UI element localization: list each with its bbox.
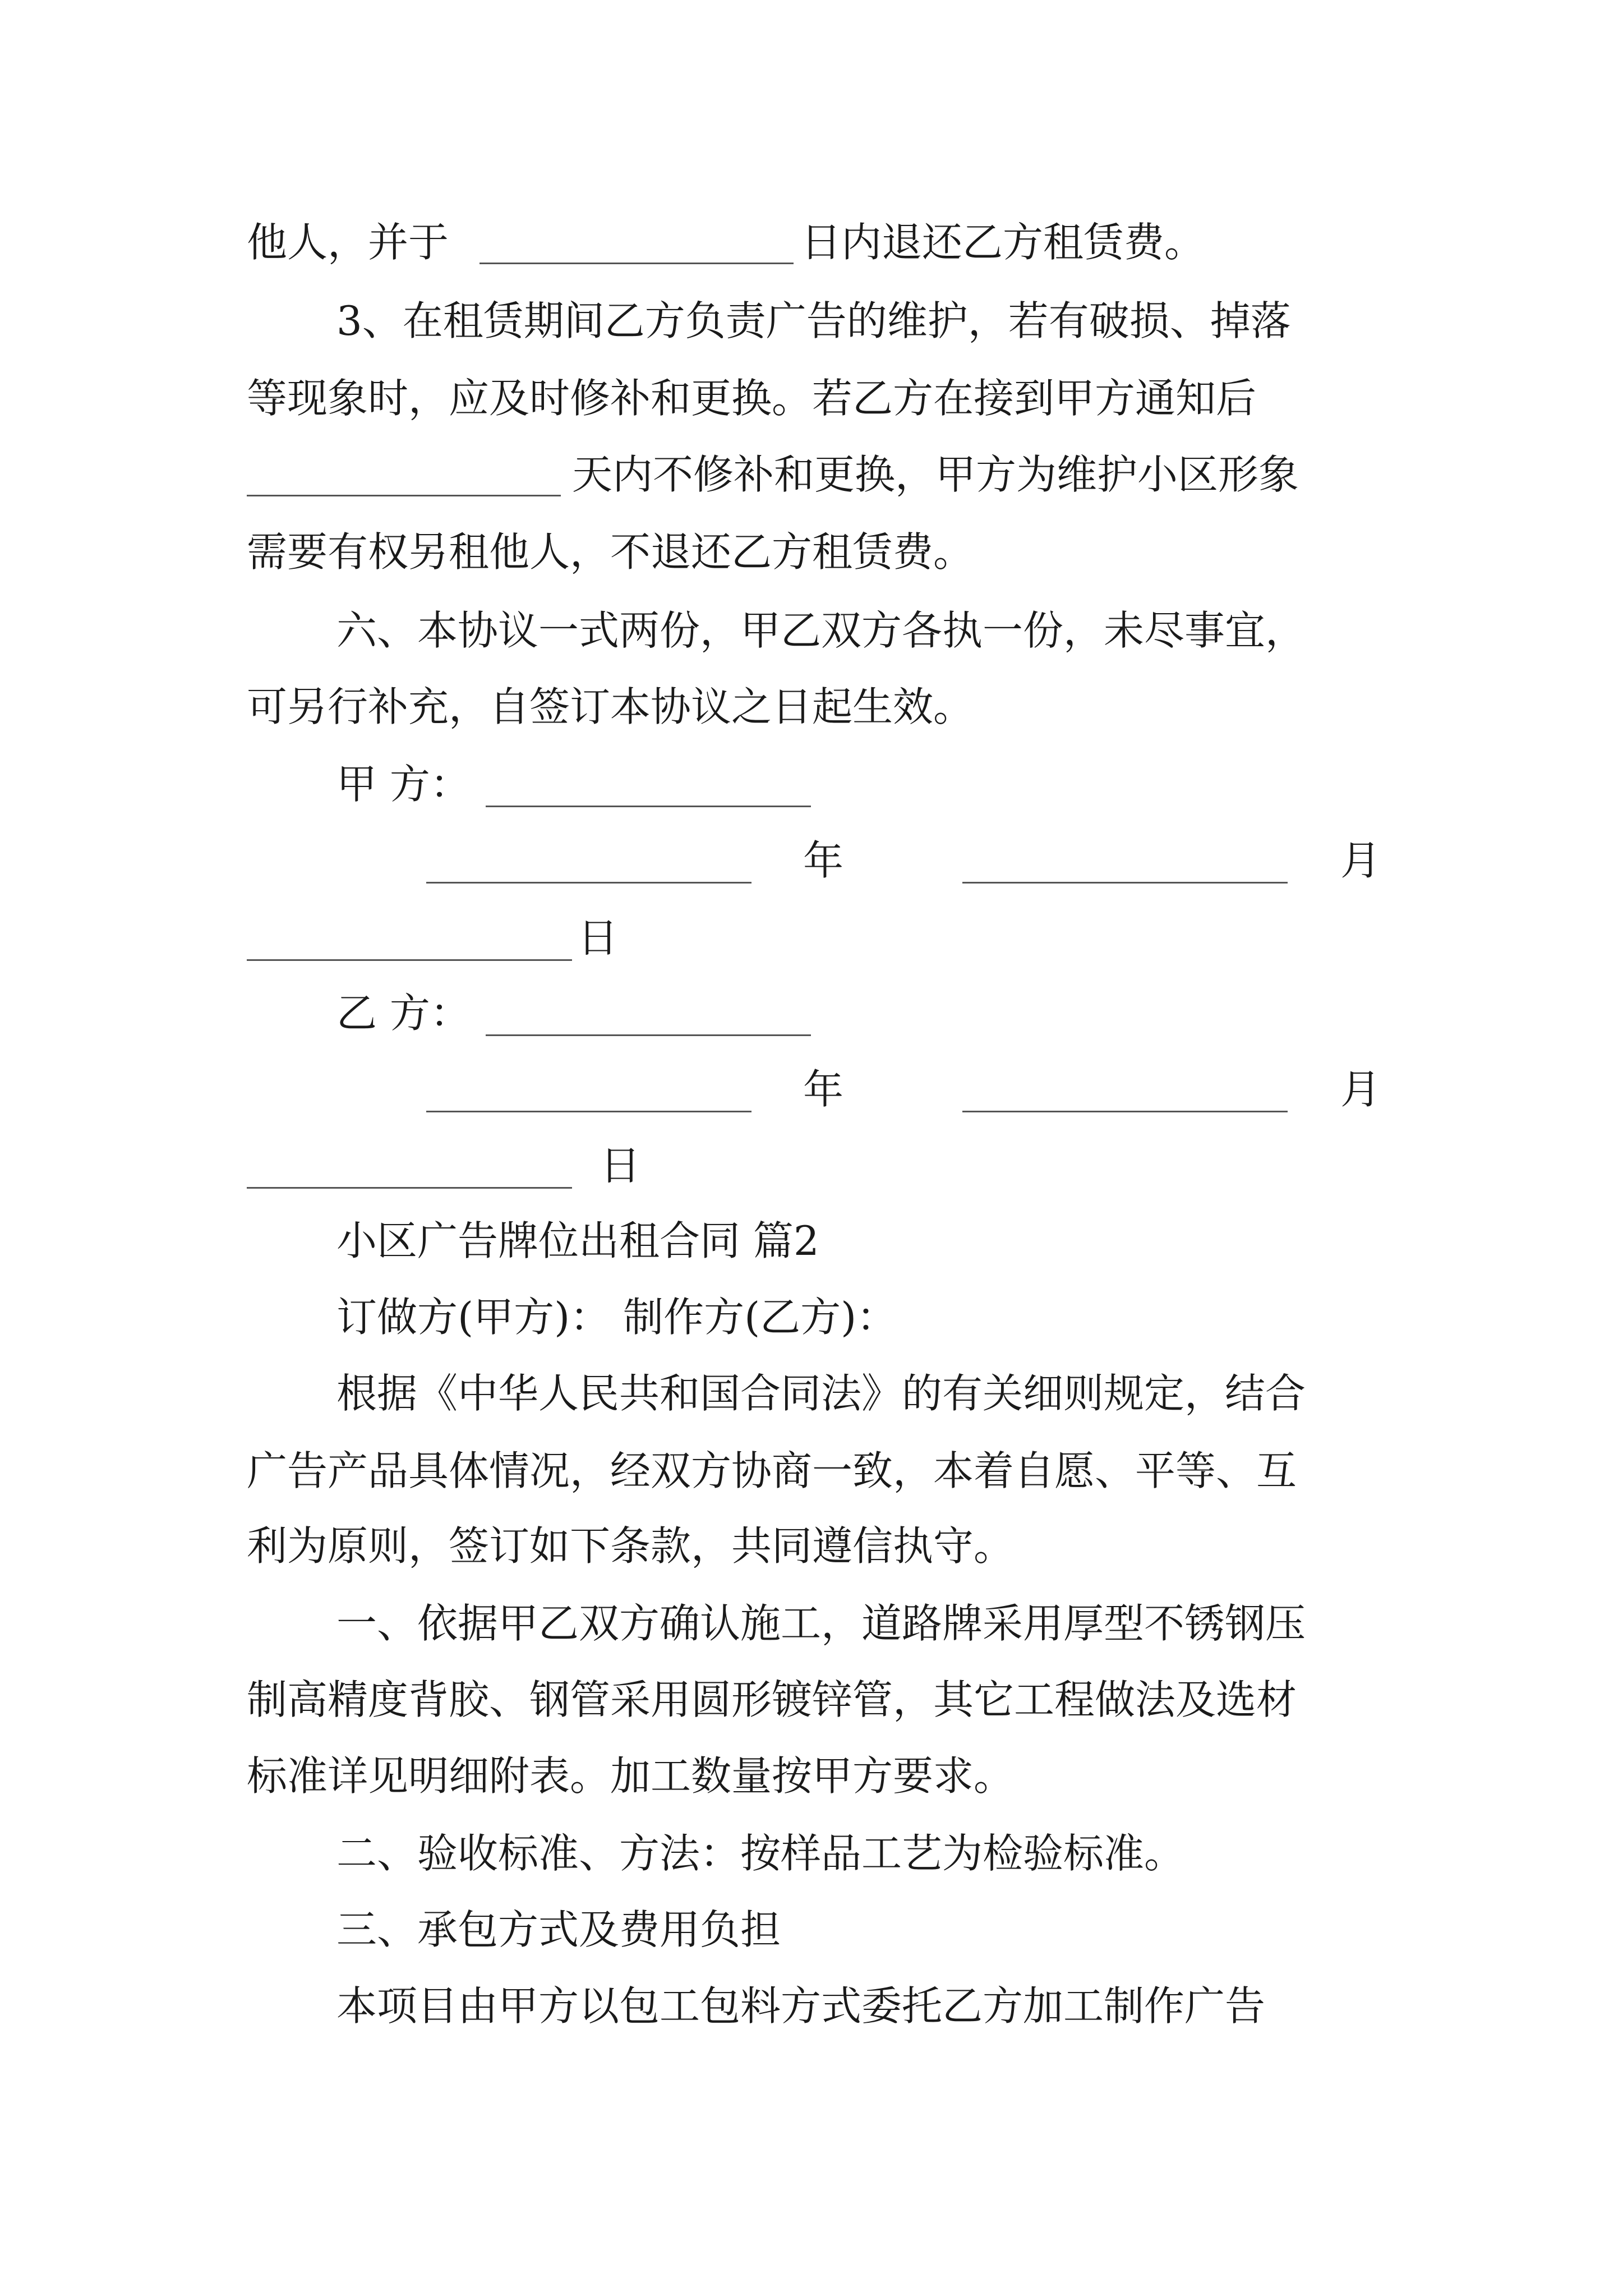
fill-blank bbox=[962, 882, 1288, 884]
text-segment: 日内退还乙方租赁费。 bbox=[801, 219, 1205, 266]
fill-blank bbox=[247, 959, 572, 961]
section-title: 小区广告牌位出租合同 篇2 bbox=[336, 1217, 819, 1264]
fill-blank bbox=[962, 1111, 1288, 1112]
text-line bbox=[0, 1360, 1623, 1427]
day-line-party-a bbox=[0, 904, 1623, 972]
text-line bbox=[0, 597, 1623, 664]
text-segment: 等现象时，应及时修补和更换。若乙方在接到甲方通知后 bbox=[247, 375, 1257, 422]
fill-blank bbox=[426, 1111, 751, 1112]
text-line bbox=[0, 1512, 1623, 1580]
parties-line bbox=[0, 1283, 1623, 1351]
signature-line-party-a bbox=[0, 751, 1623, 818]
text-line bbox=[0, 1972, 1623, 2040]
party-b-label: 乙 方： bbox=[336, 990, 471, 1037]
date-line-party-a bbox=[0, 827, 1623, 894]
fill-blank bbox=[486, 806, 811, 807]
text-line bbox=[0, 673, 1623, 740]
text-segment: 需要有权另租他人，不退还乙方租赁费。 bbox=[247, 528, 974, 576]
date-line-party-b bbox=[0, 1056, 1623, 1123]
fill-blank bbox=[247, 1187, 572, 1189]
text-segment: 六、本协议一式两份，甲乙双方各执一份，未尽事宜， bbox=[336, 607, 1306, 654]
fill-blank bbox=[426, 882, 751, 884]
text-segment: 本项目由甲方以包工包料方式委托乙方加工制作广告 bbox=[336, 1982, 1266, 2030]
text-line bbox=[0, 1896, 1623, 1963]
text-line bbox=[0, 1820, 1623, 1887]
text-line bbox=[0, 1590, 1623, 1657]
text-segment: 根据《中华人民共和国合同法》的有关细则规定，结合 bbox=[336, 1370, 1306, 1417]
text-segment: 他人，并于 bbox=[247, 219, 449, 266]
text-line bbox=[0, 518, 1623, 586]
signature-line-party-b bbox=[0, 979, 1623, 1047]
text-line bbox=[0, 287, 1623, 355]
month-label: 月 bbox=[1340, 1066, 1381, 1113]
year-label: 年 bbox=[803, 1066, 844, 1113]
text-line bbox=[0, 209, 1623, 276]
section-heading bbox=[0, 1207, 1623, 1274]
day-line-party-b bbox=[0, 1132, 1623, 1199]
text-segment: 制高精度背胶、钢管采用圆形镀锌管，其它工程做法及选材 bbox=[247, 1676, 1297, 1723]
text-line bbox=[0, 1437, 1623, 1504]
text-segment: 三、承包方式及费用负担 bbox=[336, 1906, 781, 1953]
day-label: 日 bbox=[600, 1142, 641, 1189]
text-line bbox=[0, 1742, 1623, 1810]
fill-blank bbox=[247, 495, 561, 496]
text-segment: 标准详见明细附表。加工数量按甲方要求。 bbox=[247, 1752, 1015, 1800]
text-line bbox=[0, 1666, 1623, 1733]
text-line bbox=[0, 365, 1623, 432]
text-line bbox=[0, 441, 1623, 508]
text-segment: 二、验收标准、方法：按样品工艺为检验标准。 bbox=[336, 1830, 1185, 1877]
fill-blank bbox=[486, 1034, 811, 1036]
party-a-label: 甲 方： bbox=[336, 761, 471, 808]
year-label: 年 bbox=[803, 837, 844, 884]
text-segment: 利为原则，签订如下条款，共同遵信执守。 bbox=[247, 1522, 1015, 1570]
text-segment: 一、依据甲乙双方确认施工，道路牌采用厚型不锈钢压 bbox=[336, 1600, 1306, 1647]
text-segment: 3、在租赁期间乙方负责广告的维护，若有破损、掉落 bbox=[336, 297, 1291, 344]
month-label: 月 bbox=[1340, 837, 1381, 884]
text-segment: 订做方(甲方)： 制作方(乙方)： bbox=[336, 1294, 897, 1341]
day-label: 日 bbox=[578, 914, 619, 961]
text-segment: 可另行补充，自签订本协议之日起生效。 bbox=[247, 683, 974, 730]
fill-blank bbox=[479, 263, 794, 264]
text-segment: 天内不修补和更换，甲方为维护小区形象 bbox=[572, 451, 1299, 498]
text-segment: 广告产品具体情况，经双方协商一致，本着自愿、平等、互 bbox=[247, 1447, 1297, 1494]
